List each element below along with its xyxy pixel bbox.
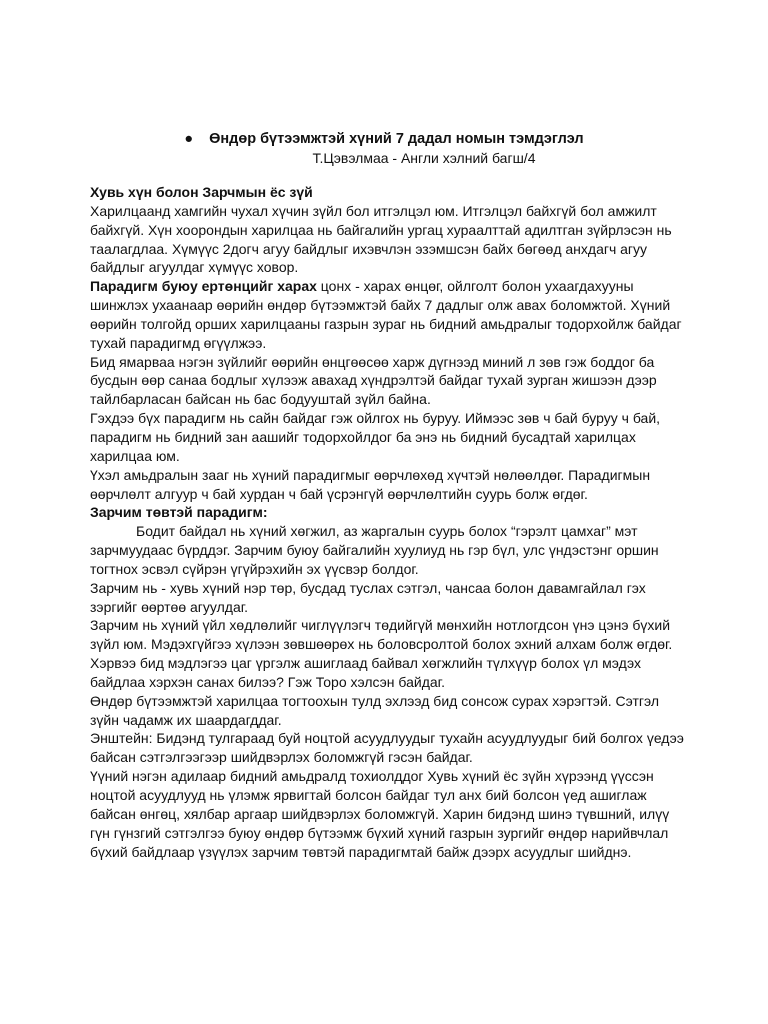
paragraph-line: байдлыг агуулдаг хүмүүс ховор. bbox=[90, 259, 299, 276]
paragraph-line: зэргийг өөртөө агуулдаг. bbox=[90, 598, 249, 615]
paradigm-heading-bold: Парадигм буюу ертөнцийг харах bbox=[90, 278, 317, 295]
paragraph-line: Энштейн: Бидэнд тулгараад буй ноцтой асуудлуудыг тухайн асуудлуудыг бий болгох үедээ bbox=[90, 730, 684, 747]
paragraph-line: байдлаа хэрхэн санах билээ? Гэж Торо хэлсэн байдаг. bbox=[90, 673, 445, 690]
title-text: Өндөр бүтээмжтэй хүний 7 дадал номын тэмдэглэл bbox=[209, 131, 584, 147]
paragraph-line: байхгүй. Хүн хоорондын харилцаа нь байгалийн ургац хураалттай адилтган зүйрлэсэн нь bbox=[90, 221, 672, 238]
paragraph-line: Үхэл амьдралын зааг нь хүний парадигмыг өөрчлөхөд хүчтэй нөлөөлдөг. Парадигмын bbox=[90, 466, 651, 483]
bullet-icon: ● bbox=[184, 131, 194, 147]
paragraph-line: харилцаа юм. bbox=[90, 447, 180, 464]
paragraph-line: гүн гүнзгий сэтгэлгээ буюу өндөр бүтээмж бүхий хүний газрын зургийг өндөр нарийвчлал bbox=[90, 824, 669, 841]
document-body bbox=[90, 183, 690, 861]
section-heading: Хувь хүн болон Зарчмын ёс зүй bbox=[90, 184, 313, 200]
paragraph-line: ноцтой асуудлууд нь үлэмж ярвигтай болсон байдаг тул анх бий болсон үед ашиглаж bbox=[90, 787, 647, 803]
paragraph-line: тогтнох эсвэл сүйрэн үгүйрэхийн эх үүсвэр болдог. bbox=[90, 560, 419, 577]
paragraph-line: тайлбарласан байсан нь бас бодууштай зүйл байна. bbox=[90, 391, 431, 408]
paragraph-line: Бид ямарваа нэгэн зүйлийг өөрийн өнцгөөсөө харж дүгнээд миний л зөв гэж боддог ба bbox=[90, 353, 655, 370]
paragraph-line: өөрийн толгойд орших харилцааны газрын зураг нь бидний амьдралыг тодорхойлж байдаг bbox=[90, 315, 682, 332]
paragraph-line: таалагдлаа. Хүмүүс 2догч агуу байдлыг ихэвчлэн эзэмшсэн байх бөгөөд анхдагч агуу bbox=[90, 240, 648, 257]
author-line: Т.Цэвэлмаа - Англи хэлний багш/4 bbox=[312, 150, 536, 166]
section-heading: Зарчим төвтэй парадигм: bbox=[90, 504, 268, 521]
document-title bbox=[0, 129, 768, 149]
paragraph-line: бүхий байдлаар үзүүлэх зарчим төвтэй парадигмтай байж дээрх асуудлыг шийднэ. bbox=[90, 843, 632, 860]
paragraph-line: Гэхдээ бүх парадигм нь сайн байдаг гэж ойлгох нь буруу. Иймээс зөв ч бай буруу ч бай, bbox=[90, 410, 661, 427]
paragraph-line: шинжлэх ухаанаар өөрийн өндөр бүтээмжтэй байх 7 дадлыг олж авах боломжтой. Хүний bbox=[90, 297, 671, 314]
paragraph-line: байсан сэтгэлгээгээр шийдвэрлэх боломжгүй гэсэн байдаг. bbox=[90, 749, 473, 766]
paragraph-line: Өндөр бүтээмжтэй харилцаа тогтоохын тулд эхлээд бид сонсож сурах хэрэгтэй. Сэтгэл bbox=[90, 692, 660, 709]
paradigm-heading-line bbox=[90, 277, 690, 296]
paragraph-line: зарчмуудаас бүрддэг. Зарчим буюу байгалийн хуулиуд нь гэр бүл, улс үндэстэнг оршин bbox=[90, 542, 659, 559]
paragraph-line: өөрчлөлт алгуур ч бай хурдан ч бай үсрэнгүй өөрчлөлтийн суурь болж өгдөг. bbox=[90, 485, 588, 502]
paragraph-line: Зарчим нь хүний үйл хөдлөлийг чиглүүлэгч төдийгүй мөнхийн нотлогдсон үнэ цэнэ бүхий bbox=[90, 617, 671, 634]
paragraph-line: Үүний нэгэн адилаар бидний амьдралд тохиолддог Хувь хүний ёс зүйн хүрээнд үүссэн bbox=[90, 768, 654, 785]
paragraph-line: Хэрвээ бид мэдлэгээ цаг үргэлж ашиглаад байвал хөгжлийн түлхүүр болох үл мэдэх bbox=[90, 655, 641, 672]
paragraph-line: Бодит байдал нь хүний хөгжил, аз жаргалын суурь болох “гэрэлт цамхаг” мэт bbox=[136, 523, 638, 540]
paragraph-line: парадигм нь бидний зан аашийг тодорхойлдог ба энэ нь бидний бусадтай харилцах bbox=[90, 428, 636, 445]
paragraph-line: байсан өнгөц, хялбар аргаар шийдвэрлэх боломжгүй. Харин бидэнд шинэ түвшний, илүү bbox=[90, 805, 670, 822]
paragraph-line: Харилцаанд хамгийн чухал хүчин зүйл бол итгэлцэл юм. Итгэлцэл байхгүй бол амжилт bbox=[90, 202, 657, 219]
paragraph-line: зүйл юм. Мэдэхгүйгээ хүлээн зөвшөөрөх нь боловсролтой болох эхний алхам болж өгдөг. bbox=[90, 636, 673, 653]
paragraph-line: тухай парадигмд өгүүлжээ. bbox=[90, 334, 267, 351]
paradigm-heading-rest: цонх - харах өнцөг, ойлголт болон ухаагдахууны bbox=[316, 278, 634, 295]
paragraph-line: Зарчим нь - хувь хүний нэр төр, бусдад туслах сэтгэл, чансаа болон давамгайлал гэх bbox=[90, 579, 646, 596]
paragraph-line: бусдын өөр санаа бодлыг хүлээж авахад хүндрэлтэй байдаг тухай зурган жишээн дээр bbox=[90, 372, 657, 389]
paragraph-line: зүйн чадамж их шаардагддаг. bbox=[90, 711, 282, 728]
